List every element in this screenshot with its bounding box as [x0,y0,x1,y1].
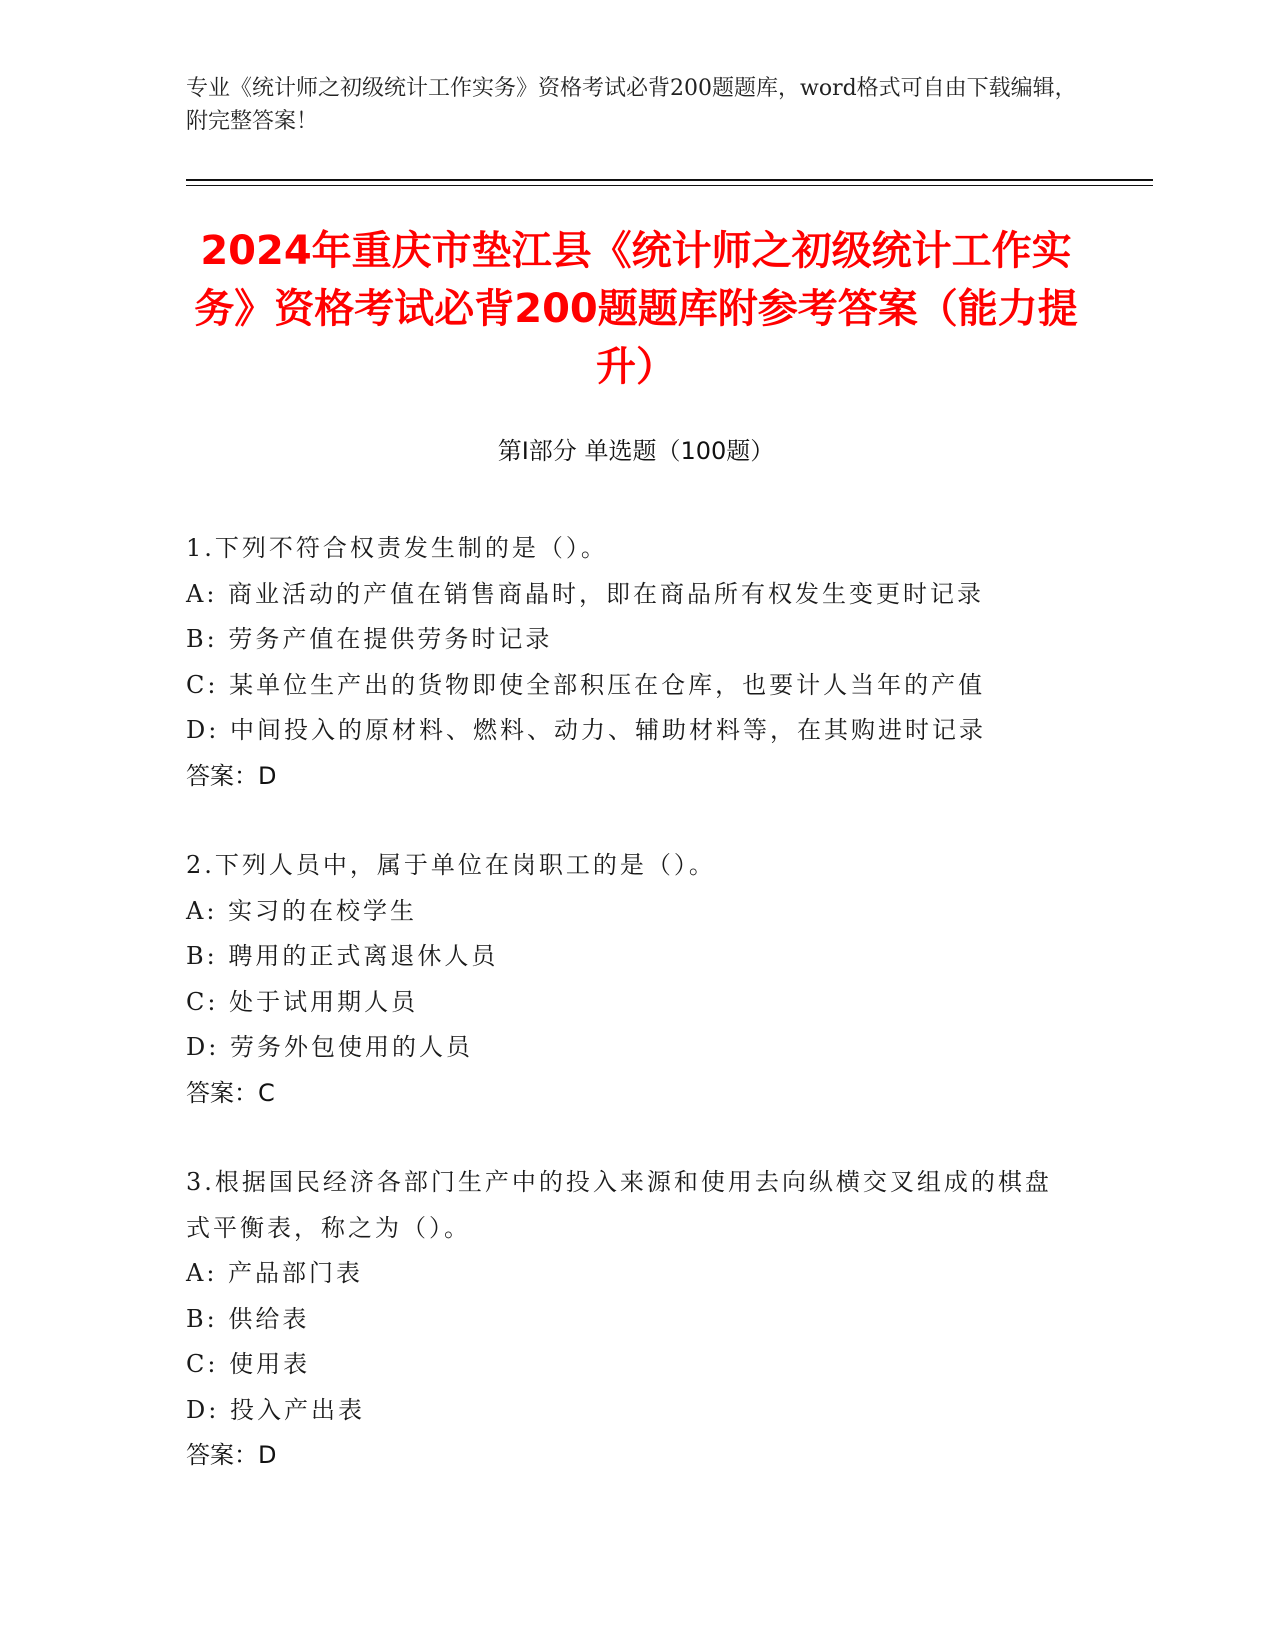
option-d: D: 中间投入的原材料、燃料、动力、辅助材料等，在其购进时记录 [186,716,986,744]
option-d: D: 投入产出表 [186,1395,365,1424]
header-note: 专业《统计师之初级统计工作实务》资格考试必背200题题库，word格式可自由下载编辑，附完整答案！ [186,76,1077,134]
option-c: C: 使用表 [186,1350,311,1378]
option-b: B: 聘用的正式离退休人员 [186,942,499,970]
option-d: D: 劳务外包使用的人员 [186,1033,473,1061]
question-list [186,526,1066,1523]
question-stem: 1.下列不符合权责发生制的是（）。 [186,534,608,562]
option-b: B: 劳务产值在提供劳务时记录 [186,625,553,653]
question-item [186,1160,1066,1479]
option-b: B: 供给表 [186,1304,310,1333]
question-item [186,843,1066,1116]
option-a: A: 实习的在校学生 [186,896,418,925]
question-item [186,526,1066,799]
option-a: A: 产品部门表 [186,1259,364,1287]
option-a: A: 商业活动的产值在销售商晶时，即在商品所有权发生变更时记录 [186,579,985,608]
answer-line: 答案：C [186,1078,275,1107]
answer-line: 答案：D [186,761,277,790]
question-stem: 2.下列人员中，属于单位在岗职工的是（）。 [186,851,716,879]
question-stem: 3.根据国民经济各部门生产中的投入来源和使用去向纵横交叉组成的棋盘式平衡表，称之为（）。 [186,1168,1052,1242]
document-title: 2024年重庆市垫江县《统计师之初级统计工作实务》资格考试必背200题题库附参考答案（能力提升） [194,228,1078,390]
header-divider-thin [186,185,1153,186]
section-title: 第Ⅰ部分 单选题（100题） [497,437,775,465]
header-divider-thick [186,179,1153,181]
answer-line: 答案：D [186,1441,277,1469]
option-c: C: 某单位生产出的货物即使全部积压在仓库，也要计人当年的产值 [186,670,986,699]
option-c: C: 处于试用期人员 [186,987,419,1016]
